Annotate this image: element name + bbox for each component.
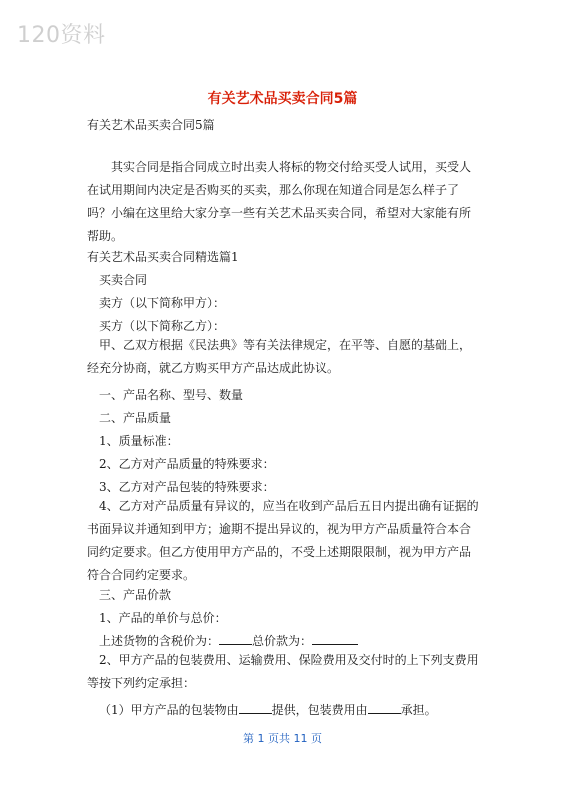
tax-price-blank[interactable] (219, 632, 252, 645)
watermark-logo: 120资料 (17, 23, 106, 48)
packaging-cost-end: 承担。 (400, 703, 437, 717)
quality-special-requirement: 2、乙方对产品质量的特殊要求： (99, 457, 275, 471)
seller-line: 卖方（以下简称甲方）： (99, 296, 226, 310)
packaging-cost-line (99, 701, 437, 718)
clause-2-heading: 二、产品质量 (99, 411, 172, 425)
document-subtitle: 有关艺术品买卖合同5篇 (87, 118, 215, 132)
document-title: 有关艺术品买卖合同5篇 (207, 91, 358, 107)
packaging-provider-blank[interactable] (239, 701, 272, 714)
intro-paragraph: 其实合同是指合同成立时出卖人将标的物交付给买受人试用，买受人在试用期间内决定是否购买的买卖，那么你现在知道合同是怎么样子了吗？小编在这里给大家分享一些有关艺术品买卖合同，希望对大家能有所帮助。 (87, 160, 472, 243)
section-heading: 有关艺术品买卖合同精选篇1 (87, 250, 239, 264)
packaging-cost-label: 提供，包装费用由 (271, 703, 368, 717)
packaging-provider-label: （1）甲方产品的包装物由 (99, 703, 239, 717)
total-price-label: 总价款为： (252, 634, 313, 648)
price-detail-line (99, 632, 358, 649)
tax-price-label: 上述货物的含税价为： (99, 634, 220, 648)
total-price-blank[interactable] (312, 632, 358, 645)
contract-title: 买卖合同 (99, 273, 148, 287)
unit-total-price: 1、产品的单价与总价： (99, 611, 227, 625)
quality-objection-paragraph: 4、乙方对产品质量有异议的，应当在收到产品后五日内提出确有证据的书面异议并通知到甲方；逾期不提出异议的，视为甲方产品质量符合本合同约定要求。但乙方使用甲方产品的，不受上述期限限制，视为甲方产品符合合同约定要求。 (87, 499, 479, 582)
quality-standard: 1、质量标准： (99, 434, 179, 448)
packaging-cost-blank[interactable] (368, 701, 401, 714)
clause-3-heading: 三、产品价款 (99, 588, 172, 602)
buyer-line: 买方（以下简称乙方）： (99, 319, 226, 333)
page-number-footer: 第 1 页共 11 页 (243, 732, 322, 745)
agreement-paragraph: 甲、乙双方根据《民法典》等有关法律规定，在平等、自愿的基础上，经充分协商，就乙方购买甲方产品达成此协议。 (87, 338, 472, 375)
cost-allocation-paragraph: 2、甲方产品的包装费用、运输费用、保险费用及交付时的上下列支费用等按下列约定承担： (87, 653, 479, 690)
packaging-special-requirement: 3、乙方对产品包装的特殊要求： (99, 480, 275, 494)
clause-1-heading: 一、产品名称、型号、数量 (99, 388, 244, 402)
